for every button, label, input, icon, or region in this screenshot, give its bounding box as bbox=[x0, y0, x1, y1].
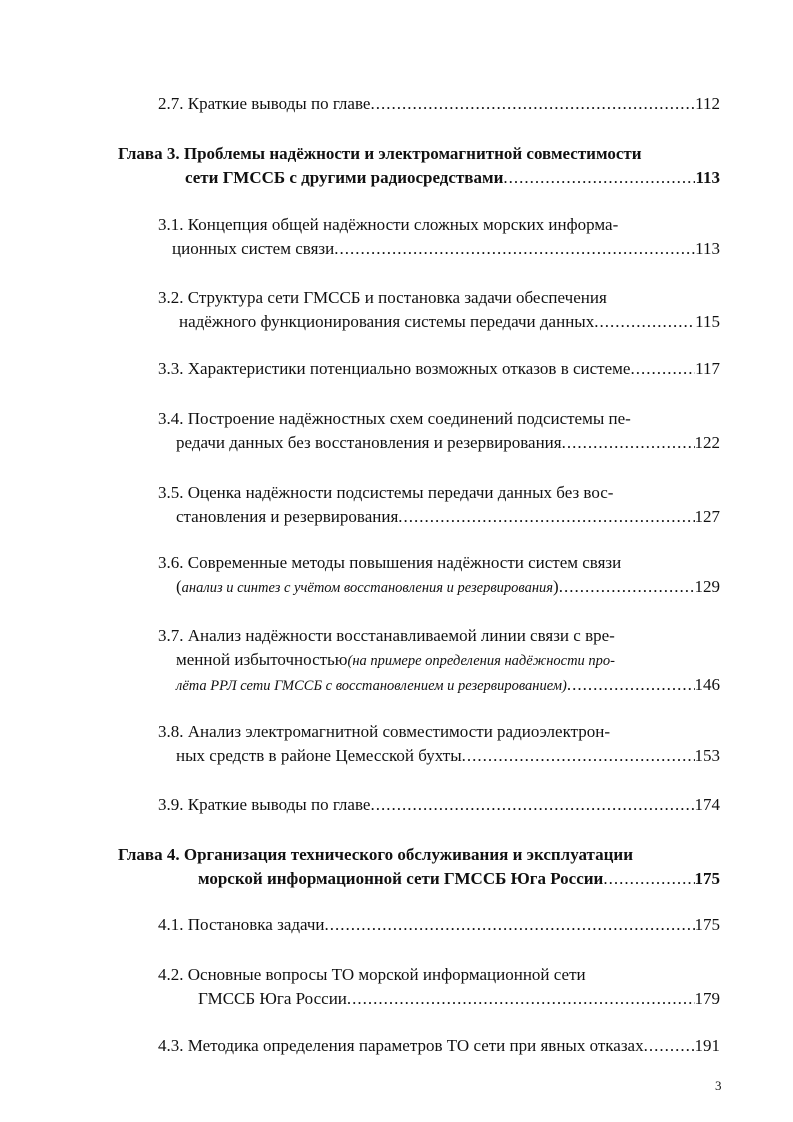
leader-dots bbox=[567, 673, 695, 697]
entry-page: 113 bbox=[695, 239, 720, 258]
leader-dots bbox=[398, 505, 694, 529]
entry-title: Анализ электромагнитной совместимости радиоэлектрон- bbox=[187, 722, 610, 741]
entry-title-cont: менной избыточностью bbox=[176, 650, 348, 669]
entry-number: 3.5. bbox=[158, 483, 184, 502]
chapter-number: Глава 4. bbox=[118, 845, 180, 864]
entry-title: Постановка задачи bbox=[187, 915, 325, 934]
entry-title: Структура сети ГМССБ и постановка задачи обеспечения bbox=[187, 288, 607, 307]
toc-line bbox=[158, 237, 720, 261]
page-number: 3 bbox=[715, 1078, 722, 1093]
toc-entry-3-5 bbox=[158, 481, 720, 529]
entry-number: 3.3. bbox=[158, 359, 184, 378]
leader-dots bbox=[562, 431, 695, 455]
entry-page: 122 bbox=[694, 433, 720, 452]
toc-entry-3-6 bbox=[158, 551, 720, 600]
entry-page: 179 bbox=[694, 989, 720, 1008]
toc-entry-4-3 bbox=[158, 1034, 720, 1058]
leader-dots bbox=[644, 1034, 695, 1058]
entry-title-cont: ГМССБ Юга России bbox=[198, 989, 347, 1008]
chapter-title-cont: сети ГМССБ с другими радиосредствами bbox=[185, 168, 504, 187]
chapter-number: Глава 3. bbox=[118, 144, 180, 163]
toc-line bbox=[118, 142, 720, 166]
leader-dots bbox=[334, 237, 695, 261]
entry-page: 146 bbox=[694, 675, 720, 694]
entry-title: Краткие выводы по главе bbox=[187, 795, 371, 814]
entry-subtitle-italic: (на примере определения надёжности про- bbox=[347, 653, 615, 669]
entry-number: 3.6. bbox=[158, 553, 184, 572]
toc-entry-3-2 bbox=[158, 286, 720, 334]
entry-title-cont: редачи данных без восстановления и резервирования bbox=[176, 433, 562, 452]
toc-entry-3-1 bbox=[158, 213, 720, 261]
entry-page: 174 bbox=[694, 795, 720, 814]
entry-title: Концепция общей надёжности сложных морских информа- bbox=[187, 215, 619, 234]
leader-dots bbox=[594, 310, 695, 334]
toc-line bbox=[158, 551, 720, 575]
toc-line bbox=[118, 867, 720, 891]
entry-number: 3.9. bbox=[158, 795, 184, 814]
entry-page: 115 bbox=[695, 312, 720, 331]
toc-line bbox=[158, 92, 720, 116]
entry-title: Современные методы повышения надёжности систем связи bbox=[187, 553, 622, 572]
toc-line bbox=[118, 843, 720, 867]
toc-line bbox=[158, 357, 720, 381]
entry-subtitle-italic-cont: лёта РРЛ сети ГМССБ с восстановлением и резервированием) bbox=[176, 678, 567, 694]
entry-page: 113 bbox=[695, 168, 720, 187]
toc-line bbox=[158, 963, 720, 987]
entry-number: 2.7. bbox=[158, 94, 184, 113]
paren-close: ) bbox=[553, 577, 559, 596]
toc-entry-3-4 bbox=[158, 407, 720, 455]
entry-title-cont: надёжного функционирования системы передачи данных bbox=[179, 312, 595, 331]
entry-title: Основные вопросы ТО морской информационной сети bbox=[187, 965, 586, 984]
toc-line bbox=[158, 913, 720, 937]
toc-line bbox=[158, 793, 720, 817]
toc-line bbox=[158, 286, 720, 310]
entry-title-cont: становления и резервирования bbox=[176, 507, 399, 526]
leader-dots bbox=[603, 867, 694, 891]
entry-page: 175 bbox=[694, 869, 720, 888]
toc-line bbox=[158, 744, 720, 768]
toc-line bbox=[158, 720, 720, 744]
toc-line bbox=[158, 624, 720, 648]
leader-dots bbox=[347, 987, 695, 1011]
toc-entry-3-3 bbox=[158, 357, 720, 381]
entry-page: 117 bbox=[695, 359, 720, 378]
leader-dots bbox=[462, 744, 695, 768]
entry-page: 127 bbox=[694, 507, 720, 526]
toc-line bbox=[158, 1034, 720, 1058]
entry-page: 112 bbox=[695, 94, 720, 113]
toc-entry-3-8 bbox=[158, 720, 720, 768]
entry-title: Краткие выводы по главе bbox=[187, 94, 371, 113]
toc-line bbox=[158, 407, 720, 431]
entry-title: Оценка надёжности подсистемы передачи данных без вос- bbox=[187, 483, 614, 502]
entry-title-cont: ционных систем связи bbox=[172, 239, 335, 258]
entry-title: Характеристики потенциально возможных отказов в системе bbox=[187, 359, 631, 378]
leader-dots bbox=[559, 575, 695, 599]
toc-chapter-3 bbox=[118, 142, 720, 190]
entry-number: 3.4. bbox=[158, 409, 184, 428]
leader-dots bbox=[325, 913, 695, 937]
entry-subtitle-italic: анализ и синтез с учётом восстановления и резервирования bbox=[181, 580, 554, 596]
entry-number: 3.1. bbox=[158, 215, 184, 234]
toc-line bbox=[158, 481, 720, 505]
entry-title: Методика определения параметров ТО сети при явных отказах bbox=[187, 1036, 644, 1055]
toc-line bbox=[158, 505, 720, 529]
toc-entry-3-9 bbox=[158, 793, 720, 817]
toc-line bbox=[158, 310, 720, 334]
chapter-title-cont: морской информационной сети ГМССБ Юга России bbox=[198, 869, 604, 888]
toc-entry-4-2 bbox=[158, 963, 720, 1011]
toc-entry-2-7 bbox=[158, 92, 720, 116]
entry-title: Анализ надёжности восстанавливаемой линии связи с вре- bbox=[187, 626, 615, 645]
entry-number: 4.1. bbox=[158, 915, 184, 934]
chapter-title: Организация технического обслуживания и эксплуатации bbox=[183, 845, 633, 864]
toc-entry-3-7 bbox=[158, 624, 720, 698]
toc-line bbox=[158, 648, 720, 673]
entry-number: 3.2. bbox=[158, 288, 184, 307]
paren-open: ( bbox=[176, 577, 182, 596]
toc-line bbox=[118, 166, 720, 190]
entry-title-cont: ных средств в районе Цемесской бухты bbox=[176, 746, 462, 765]
entry-page: 129 bbox=[694, 577, 720, 596]
toc-chapter-4 bbox=[118, 843, 720, 891]
entry-page: 191 bbox=[694, 1036, 720, 1055]
leader-dots bbox=[630, 357, 695, 381]
leader-dots bbox=[370, 793, 694, 817]
entry-title: Построение надёжностных схем соединений подсистемы пе- bbox=[187, 409, 631, 428]
entry-page: 153 bbox=[694, 746, 720, 765]
toc-line bbox=[158, 673, 720, 698]
leader-dots bbox=[503, 166, 695, 190]
toc-line bbox=[158, 575, 720, 600]
toc-line bbox=[158, 431, 720, 455]
leader-dots bbox=[370, 92, 695, 116]
toc-entry-4-1 bbox=[158, 913, 720, 937]
toc-line bbox=[158, 987, 720, 1011]
entry-number: 4.3. bbox=[158, 1036, 184, 1055]
toc-line bbox=[158, 213, 720, 237]
entry-number: 3.8. bbox=[158, 722, 184, 741]
chapter-title: Проблемы надёжности и электромагнитной совместимости bbox=[183, 144, 642, 163]
entry-number: 3.7. bbox=[158, 626, 184, 645]
entry-page: 175 bbox=[694, 915, 720, 934]
entry-number: 4.2. bbox=[158, 965, 184, 984]
